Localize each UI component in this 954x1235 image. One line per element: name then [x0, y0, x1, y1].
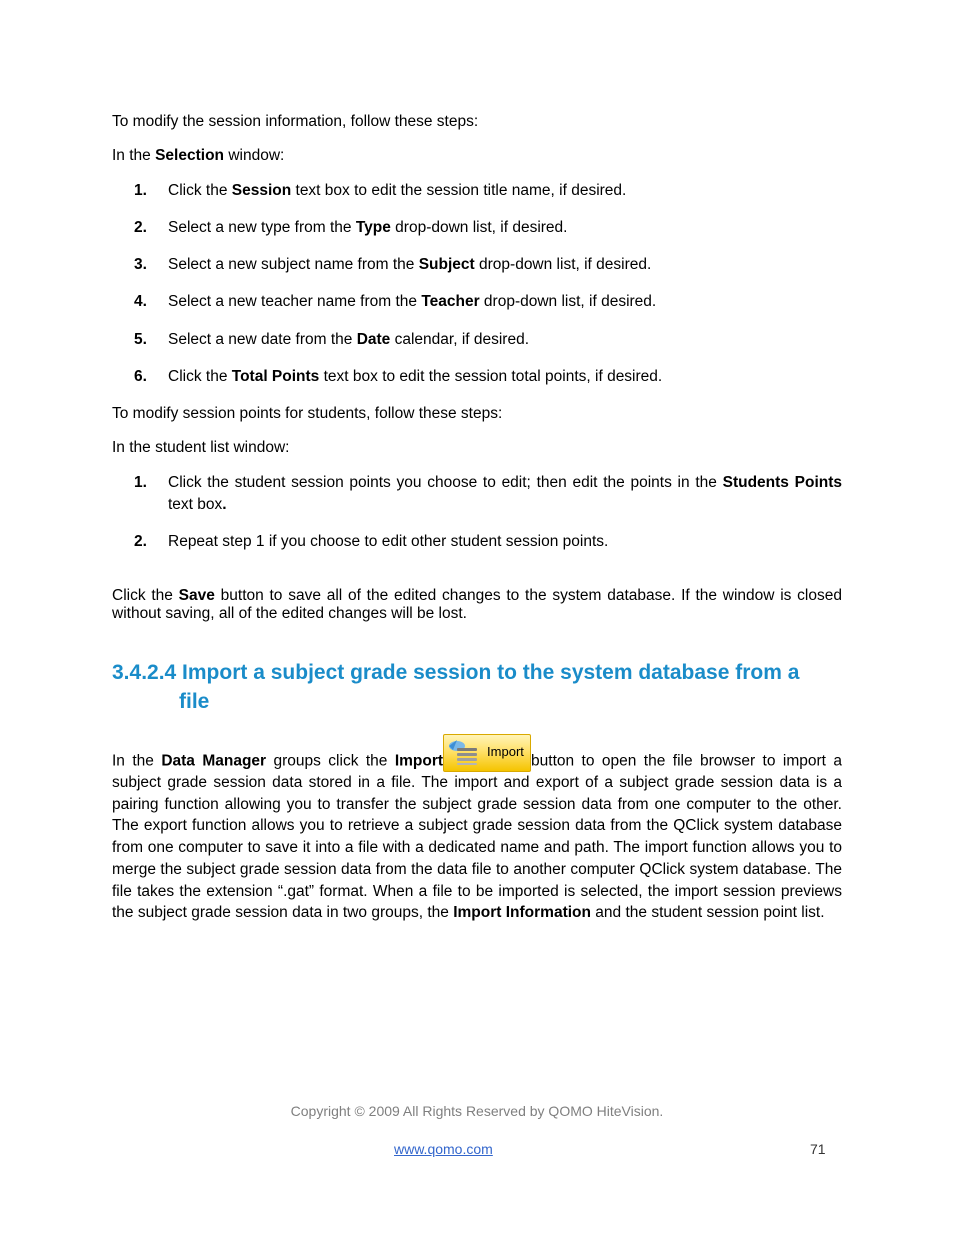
import-button[interactable]	[443, 734, 531, 772]
list-item: 1. Click the Session text box to edit the session title name, if desired.	[134, 182, 627, 199]
student-list-line: In the student list window:	[112, 439, 290, 456]
save-paragraph: Click the Save button to save all of the edited changes to the system database. If the window is closed without saving, all of the edited changes will be lost.	[112, 587, 842, 622]
list-item: 6. Click the Total Points text box to edit the session total points, if desired.	[134, 368, 663, 385]
selection-window-line: In the Selection window:	[112, 147, 285, 164]
list-item: 1. Click the student session points you choose to edit; then edit the points in the Students Points text box.	[134, 474, 843, 513]
points-intro-line: To modify session points for students, follow these steps:	[112, 405, 503, 422]
list-item: 5. Select a new date from the Date calendar, if desired.	[134, 331, 530, 348]
import-paragraph: In the Data Manager groups click the Import Import button to open the file browser to import a subject grade session data stored in a file. The import and export of a subject grade session data is a pairing function allowing you to transfer the subject grade session data from one computer to the other. The export function allows you to retrieve a subject grade session data from the QClick system database from one computer to save it into a file with a dedicated name and path. The import function allows you to merge the subject grade session data from the data file to another computer QClick system database. The file takes the extension “.gat” format. When a file to be imported is selected, the import session previews the subject grade session data in two groups, the Import Information and the student session point list.	[112, 734, 842, 924]
import-icon	[447, 738, 479, 766]
section-heading: 3.4.2.4 Import a subject grade session to the system database from a file	[112, 661, 800, 713]
list-item: 2. Select a new type from the Type drop-down list, if desired.	[134, 219, 568, 236]
page-number: 71	[810, 1141, 826, 1157]
list-item: 4. Select a new teacher name from the Teacher drop-down list, if desired.	[134, 293, 657, 310]
list-item: 3. Select a new subject name from the Subject drop-down list, if desired.	[134, 256, 652, 273]
import-button-label: Import	[487, 744, 524, 759]
copyright-text: Copyright © 2009 All Rights Reserved by QOMO HiteVision.	[290, 1103, 664, 1119]
website-link[interactable]: www.qomo.com	[394, 1141, 493, 1157]
list-item: 2. Repeat step 1 if you choose to edit other student session points.	[134, 533, 609, 550]
intro-line: To modify the session information, follow these steps:	[112, 113, 479, 130]
